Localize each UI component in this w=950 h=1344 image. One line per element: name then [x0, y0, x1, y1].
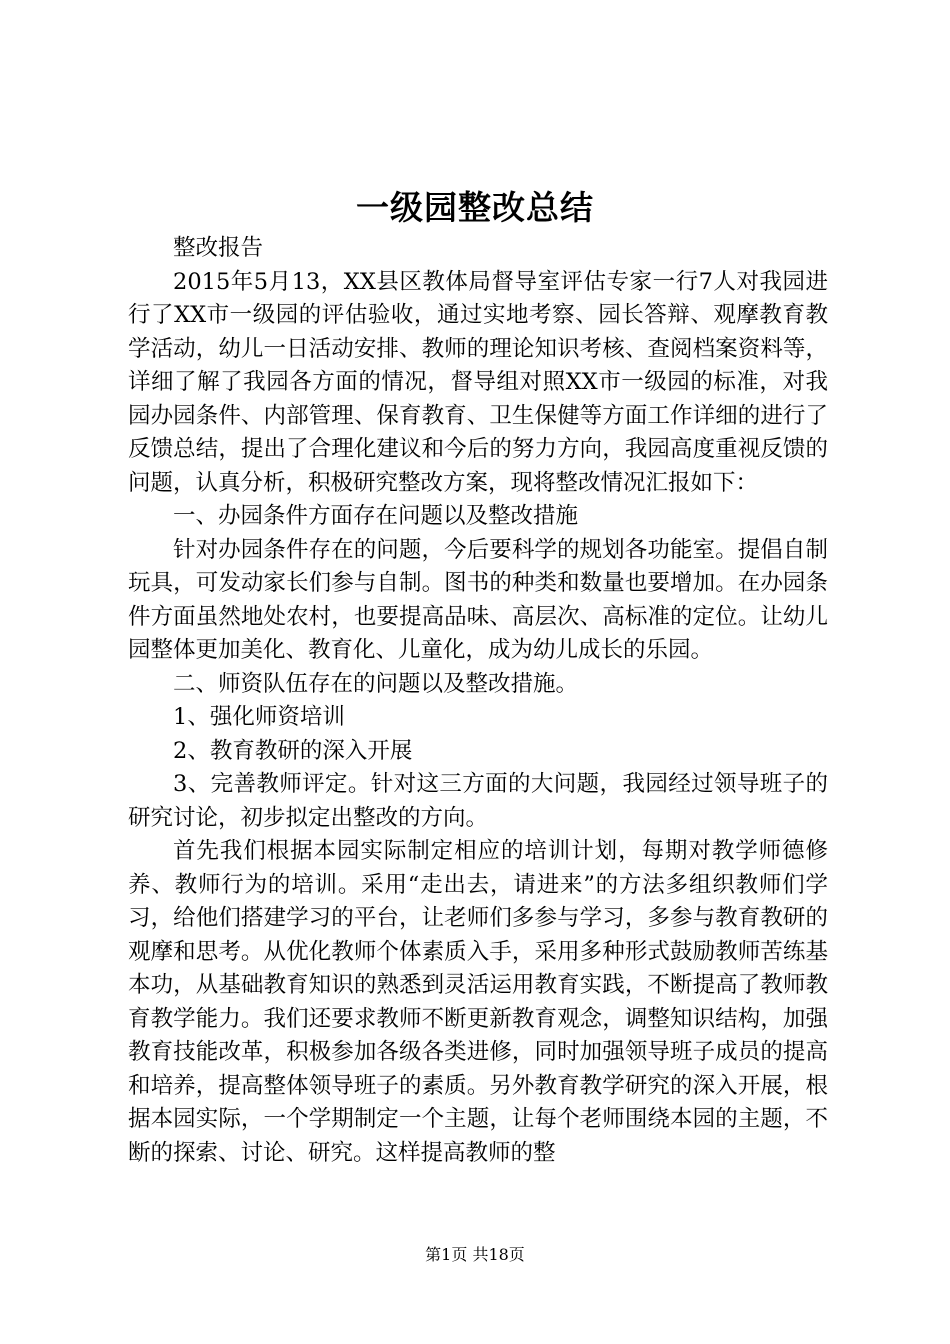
- document-body: [128, 232, 828, 1170]
- list-item-research: 2、教育教研的深入开展: [173, 737, 413, 764]
- page-number-footer: 第1页 共18页: [425, 1245, 525, 1264]
- paragraph-heading-report: 整改报告: [173, 235, 264, 261]
- paragraph-intro: 2015年5月13，XX县区教体局督导室评估专家一行7人对我园进行了XX市一级园的评估验收，通过实地考察、园长答辩、观摩教育教学活动，幼儿一日活动安排、教师的理论知识考核、查阅档案资料等，详细了解了我园各方面的情况，督导组对照XX市一级园的标准，对我园办园条件、内部管理、保育教育、卫生保健等方面工作详细的进行了反馈总结，提出了合理化建议和今后的努力方向，我园高度重视反馈的问题，认真分析，积极研究整改方案，现将整改情况汇报如下：: [128, 268, 828, 496]
- list-item-training: 1、强化师资培训: [173, 704, 345, 730]
- section-heading-teachers: 二、师资队伍存在的问题以及整改措施。: [173, 670, 579, 697]
- section-heading-conditions: 一、办园条件方面存在问题以及整改措施: [173, 503, 579, 529]
- list-item-evaluation: 3、完善教师评定。针对这三方面的大问题，我园经过领导班子的研究讨论，初步拟定出整改的方向。: [128, 771, 828, 831]
- paragraph-conditions: 针对办园条件存在的问题，今后要科学的规划各功能室。提倡自制玩具，可发动家长们参与自制。图书的种类和数量也要增加。在办园条件方面虽然地处农村，也要提高品味、高层次、高标准的定位。让幼儿园整体更加美化、教育化、儿童化，成为幼儿成长的乐园。: [128, 536, 828, 663]
- document-title: 一级园整改总结: [356, 188, 594, 227]
- paragraph-measures: 首先我们根据本园实际制定相应的培训计划，每期对教学师德修养、教师行为的培训。采用“走出去，请进来”的方法多组织教师们学习，给他们搭建学习的平台，让老师们多参与学习，多参与教育教研的观摩和思考。从优化教师个体素质入手，采用多种形式鼓励教师苦练基本功，从基础教育知识的熟悉到灵活运用教育实践，不断提高了教师教育教学能力。我们还要求教师不断更新教育观念，调整知识结构，加强教育技能改革，积极参加各级各类进修，同时加强领导班子成员的提高和培养，提高整体领导班子的素质。另外教育教学研究的深入开展，根据本园实际，一个学期制定一个主题，让每个老师围绕本园的主题，不断的探索、讨论、研究。这样提高教师的整: [128, 838, 828, 1166]
